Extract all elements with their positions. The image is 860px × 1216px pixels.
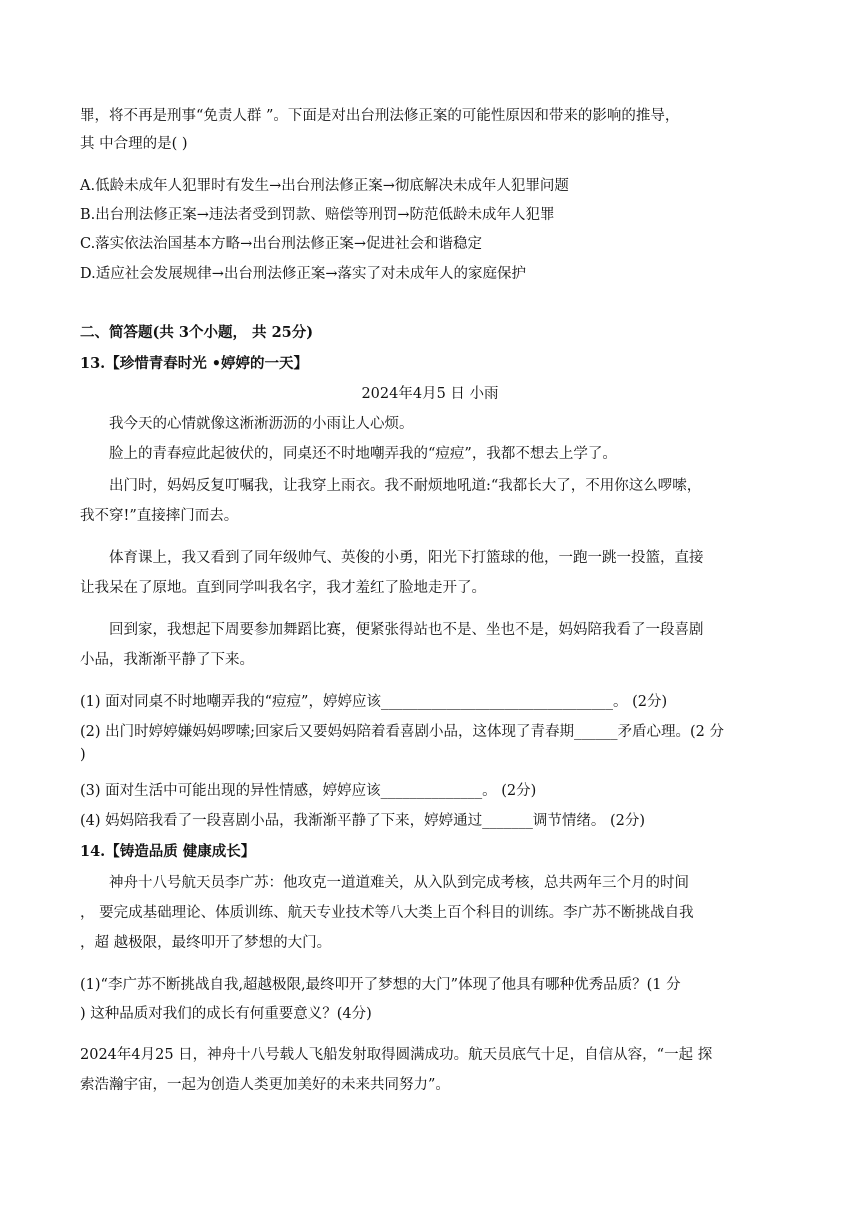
- q13-subquestion-3: (3) 面对生活中可能出现的异性情感，婷婷应该______________。 (2分): [80, 783, 537, 799]
- q14-subquestion-1-line1: (1)“李广苏不断挑战自我,超越极限,最终叩开了梦想的大门”体现了他具有哪种优秀品质？(1 分: [80, 977, 681, 993]
- q12-option-c: C.落实依法治国基本方略→出台刑法修正案→促进社会和谐稳定: [80, 236, 482, 252]
- q12-option-d: D.适应社会发展规律→出台刑法修正案→落实了对未成年人的家庭保护: [80, 266, 527, 282]
- q12-stem-line1: 罪，将不再是刑事“免责人群 ”。下面是对出台刑法修正案的可能性原因和带来的影响的推导，: [80, 108, 680, 124]
- q13-subquestion-2-line2: ): [80, 747, 86, 763]
- section2-heading: 二、简答题(共 3个小题， 共 25分): [80, 324, 314, 341]
- q14-paragraph-1-line3: ，超 越极限，最终叩开了梦想的大门。: [80, 935, 332, 951]
- q14-paragraph-1-line1: 神舟十八号航天员李广苏：他攻克一道道难关，从入队到完成考核，总共两年三个月的时间: [109, 875, 689, 891]
- q13-paragraph-1: 我今天的心情就像这淅淅沥沥的小雨让人心烦。: [109, 416, 414, 432]
- q13-subquestion-2-line1: (2) 出门时婷婷嫌妈妈啰嗦;回家后又要妈妈陪着看喜剧小品，这体现了青春期______矛盾心理。(2 分: [80, 724, 725, 740]
- q13-paragraph-5-line1: 回到家，我想起下周要参加舞蹈比赛，便紧张得站也不是、坐也不是，妈妈陪我看了一段喜剧: [109, 622, 704, 638]
- q12-option-b: B.出台刑法修正案→违法者受到罚款、赔偿等刑罚→防范低龄未成年人犯罪: [80, 207, 555, 223]
- q13-paragraph-5-line2: 小品，我渐渐平静了下来。: [80, 652, 254, 668]
- q14-paragraph-2-line2: 索浩瀚宇宙，一起为创造人类更加美好的未来共同努力”。: [80, 1077, 450, 1093]
- q14-subquestion-1-line2: ) 这种品质对我们的成长有何重要意义？(4分): [80, 1006, 372, 1022]
- q12-option-a: A.低龄未成年人犯罪时有发生→出台刑法修正案→彻底解决未成年人犯罪问题: [80, 178, 569, 194]
- q13-paragraph-3-line1: 出门时，妈妈反复叮嘱我，让我穿上雨衣。我不耐烦地吼道:“我都长大了，不用你这么啰嗦，: [109, 478, 702, 494]
- q13-paragraph-4-line2: 让我呆在了原地。直到同学叫我名字，我才羞红了脸地走开了。: [80, 580, 486, 596]
- q14-paragraph-2-line1: 2024年4月25 日，神舟十八号载人飞船发射取得圆满成功。航天员底气十足，自信从容，“一起 探: [80, 1047, 713, 1063]
- q13-paragraph-2: 脸上的青春痘此起彼伏的，同桌还不时地嘲弄我的“痘痘”，我都不想去上学了。: [109, 446, 617, 462]
- q13-diary-date: 2024年4月5 日 小雨: [361, 386, 499, 402]
- q13-paragraph-4-line1: 体育课上，我又看到了同年级帅气、英俊的小勇，阳光下打篮球的他，一跑一跳一投篮，直接: [109, 550, 704, 566]
- q13-paragraph-3-line2: 我不穿!”直接摔门而去。: [80, 508, 239, 524]
- q13-subquestion-1: (1) 面对同桌不时地嘲弄我的“痘痘”，婷婷应该________________________________。 (2分): [80, 694, 668, 710]
- q12-stem-line2: 其 中合理的是( ): [80, 136, 188, 152]
- q14-paragraph-1-line2: ， 要完成基础理论、体质训练、航天专业技术等八大类上百个科目的训练。李广苏不断挑战自我: [80, 905, 694, 921]
- q14-title: 14.【铸造品质 健康成长】: [80, 843, 256, 860]
- q13-subquestion-4: (4) 妈妈陪我看了一段喜剧小品，我渐渐平静了下来，婷婷通过_______调节情绪。 (2分): [80, 813, 646, 829]
- q13-title: 13.【珍惜青春时光 •婷婷的一天】: [80, 355, 309, 372]
